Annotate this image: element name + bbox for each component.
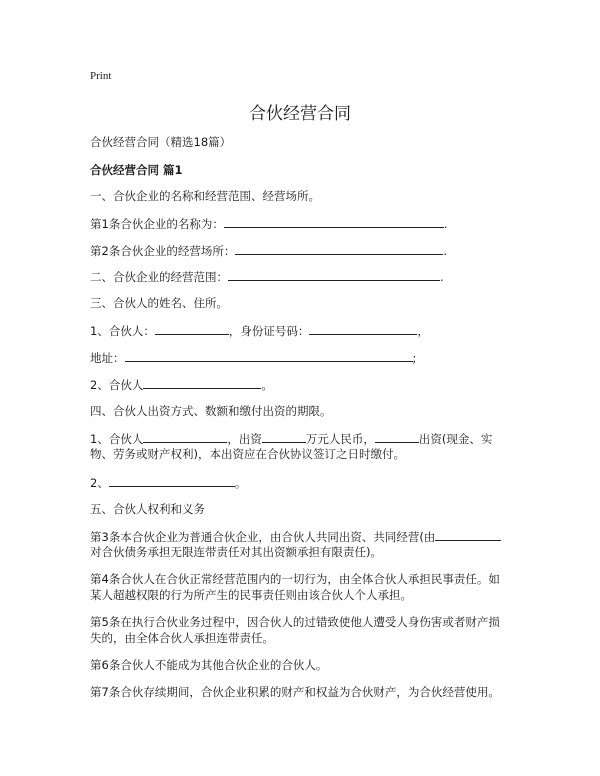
article-4-line1: 第4条合伙人在合伙正常经营范围内的一切行为，由全体合伙人承担民事责任。如 xyxy=(90,572,500,586)
row-end-mark: ; xyxy=(412,351,417,365)
clause-place-row xyxy=(90,242,520,259)
address-row xyxy=(90,349,520,366)
clause-1-heading: 一、合伙企业的名称和经营范围、经营场所。 xyxy=(90,189,320,203)
contribution-amount-blank[interactable] xyxy=(262,430,306,443)
article-6: 第6条合伙人不能成为其他合伙企业的合伙人。 xyxy=(90,658,328,672)
article-4-line2: 某人超越权限的行为所产生的民事责任则由该合伙人个人承担。 xyxy=(90,588,412,602)
item-2-row xyxy=(90,474,520,491)
address-blank[interactable] xyxy=(125,349,413,362)
contribution-partner-label: 1、合伙人 xyxy=(90,432,144,446)
row-end-mark: . xyxy=(443,244,447,258)
contribution-row-cont: 物、劳务或财产权利)，本出资应在合伙协议签订之日时缴付。 xyxy=(90,447,405,461)
contribution-type-label: 出资(现金、实 xyxy=(418,432,493,446)
article-5-line1: 第5条在执行合伙业务过程中，因合伙人的过错致使他人遭受人身伤害或者财产损 xyxy=(90,615,500,629)
row-end-mark: . xyxy=(440,270,444,284)
article-7: 第7条合伙存续期间，合伙企业积累的财产和权益为合伙财产，为合伙经营使用。 xyxy=(90,685,500,699)
item-2-label: 2、 xyxy=(90,476,109,490)
article-3-blank[interactable] xyxy=(435,528,501,541)
document-title: 合伙经营合同 xyxy=(249,104,351,124)
id-number-label: ，身份证号码： xyxy=(228,324,310,338)
clause-scope-label: 二、合伙企业的经营范围： xyxy=(90,270,228,284)
id-number-blank[interactable] xyxy=(309,322,417,335)
scope-blank-field[interactable] xyxy=(228,268,440,281)
partner-2-label: 2、合伙人 xyxy=(90,378,144,392)
document-subtitle: 合伙经营合同（精选18篇） xyxy=(90,135,232,149)
clause-5-heading: 五、合伙人权利和义务 xyxy=(90,502,205,516)
partner-1-row xyxy=(90,322,520,339)
clause-scope-row xyxy=(90,268,520,285)
article-5-line2: 失的，由全体合伙人承担连带责任。 xyxy=(90,631,274,645)
item-2-blank[interactable] xyxy=(109,474,235,487)
article-3-text: 第3条本合伙企业为普通合伙企业，由合伙人共同出资、共同经营(由 xyxy=(90,530,436,544)
name-blank-field[interactable] xyxy=(224,215,444,228)
partner-2-blank[interactable] xyxy=(143,376,261,389)
row-end-mark: . xyxy=(443,217,448,231)
clause-place-label: 第2条合伙企业的经营场所： xyxy=(90,244,236,258)
row-end-mark: 。 xyxy=(261,378,273,392)
article-3-line2: 对合伙债务承担无限连带责任对其出资额承担有限责任)。 xyxy=(90,545,382,559)
contribution-row xyxy=(90,430,520,447)
row-end-mark: ， xyxy=(417,324,429,338)
partner-2-row xyxy=(90,376,520,393)
partner-label: 1、合伙人： xyxy=(90,324,155,338)
address-label: 地址： xyxy=(90,351,125,365)
place-blank-field[interactable] xyxy=(235,242,443,255)
contribution-amount-label: ，出资 xyxy=(227,432,262,446)
clause-3-heading: 三、合伙人的姓名、住所。 xyxy=(90,296,228,310)
row-end-mark: 。 xyxy=(234,476,247,490)
contribution-type-blank[interactable] xyxy=(375,430,419,443)
section-heading: 合伙经营合同 篇1 xyxy=(90,163,183,177)
currency-label: 万元人民币， xyxy=(305,432,375,446)
clause-name-row xyxy=(90,215,520,232)
clause-4-heading: 四、合伙人出资方式、数额和缴付出资的期限。 xyxy=(90,404,332,418)
contribution-partner-blank[interactable] xyxy=(143,430,227,443)
partner-name-blank[interactable] xyxy=(155,322,229,335)
print-link[interactable]: Print xyxy=(90,70,112,82)
clause-name-label: 第1条合伙企业的名称为： xyxy=(90,217,224,231)
article-3-line1 xyxy=(90,528,520,545)
